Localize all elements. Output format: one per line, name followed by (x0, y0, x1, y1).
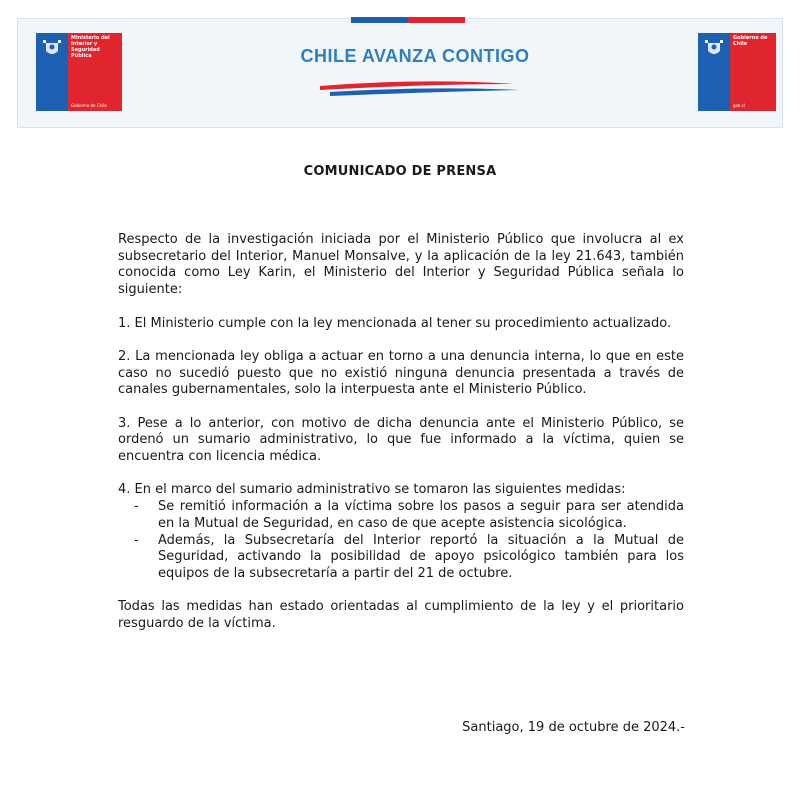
list-item-text: Además, la Subsecretaría del Interior reportó la situación a la Mutual de Seguridad, activando la posibilidad de apoyo psicológico también para los equipos de la subsecretaría a partir del 21 de octubre. (158, 532, 684, 581)
flag-stripe-red (408, 17, 465, 23)
gobierno-logo-text: Gobierno de Chile (733, 35, 768, 47)
list-item (118, 533, 684, 583)
ministerio-logo (36, 33, 122, 111)
document-body (118, 232, 684, 649)
bullet-dash: - (134, 499, 139, 515)
swoosh-graphic (300, 72, 540, 102)
document-title: COMUNICADO DE PRENSA (303, 164, 497, 179)
gobierno-logo-footer: gob.cl (733, 103, 746, 108)
ministerio-logo-text: Ministerio del Interior y Seguridad Pública (71, 35, 110, 59)
gobierno-logo (698, 33, 776, 111)
point-2: 2. La mencionada ley obliga a actuar en torno a una denuncia interna, lo que en este caso no sucedió puesto que no existió ninguna denuncia presentada a través de canales gubernamentales, solo la interpuesta ante el Ministerio Público. (118, 348, 684, 398)
ministerio-logo-footer: Gobierno de Chile (71, 103, 107, 108)
point-1: 1. El Ministerio cumple con la ley mencionada al tener su procedimiento actualizado. (118, 315, 672, 331)
slogan: CHILE AVANZA CONTIGO (300, 46, 530, 66)
coat-of-arms-icon (702, 37, 726, 61)
bullet-dash: - (134, 532, 139, 548)
measures-list (118, 499, 684, 583)
point-4: 4. En el marco del sumario administrativo se tomaron las siguientes medidas: (118, 482, 626, 498)
list-item-text: Se remitió información a la víctima sobre los pasos a seguir para ser atendida en la Mutual de Seguridad, en caso de que acepte asistencia sicológica. (158, 499, 684, 531)
signoff-date: Santiago, 19 de octubre de 2024.- (462, 720, 685, 735)
closing-paragraph: Todas las medidas han estado orientadas al cumplimiento de la ley y el prioritario resguardo de la víctima. (118, 599, 684, 632)
coat-of-arms-icon (40, 37, 64, 61)
list-item (118, 499, 684, 532)
intro-paragraph: Respecto de la investigación iniciada por el Ministerio Público que involucra al ex subsecretario del Interior, Manuel Monsalve, y la aplicación de la ley 21.643, también conocida como Ley Karin, el Ministerio del Interior y Seguridad Pública señala lo siguiente: (118, 232, 684, 298)
point-3: 3. Pese a lo anterior, con motivo de dicha denuncia ante el Ministerio Público, se ordenó un sumario administrativo, lo que fue informado a la víctima, quien se encuentra con licencia médica. (118, 415, 684, 465)
flag-stripe-blue (351, 17, 408, 23)
